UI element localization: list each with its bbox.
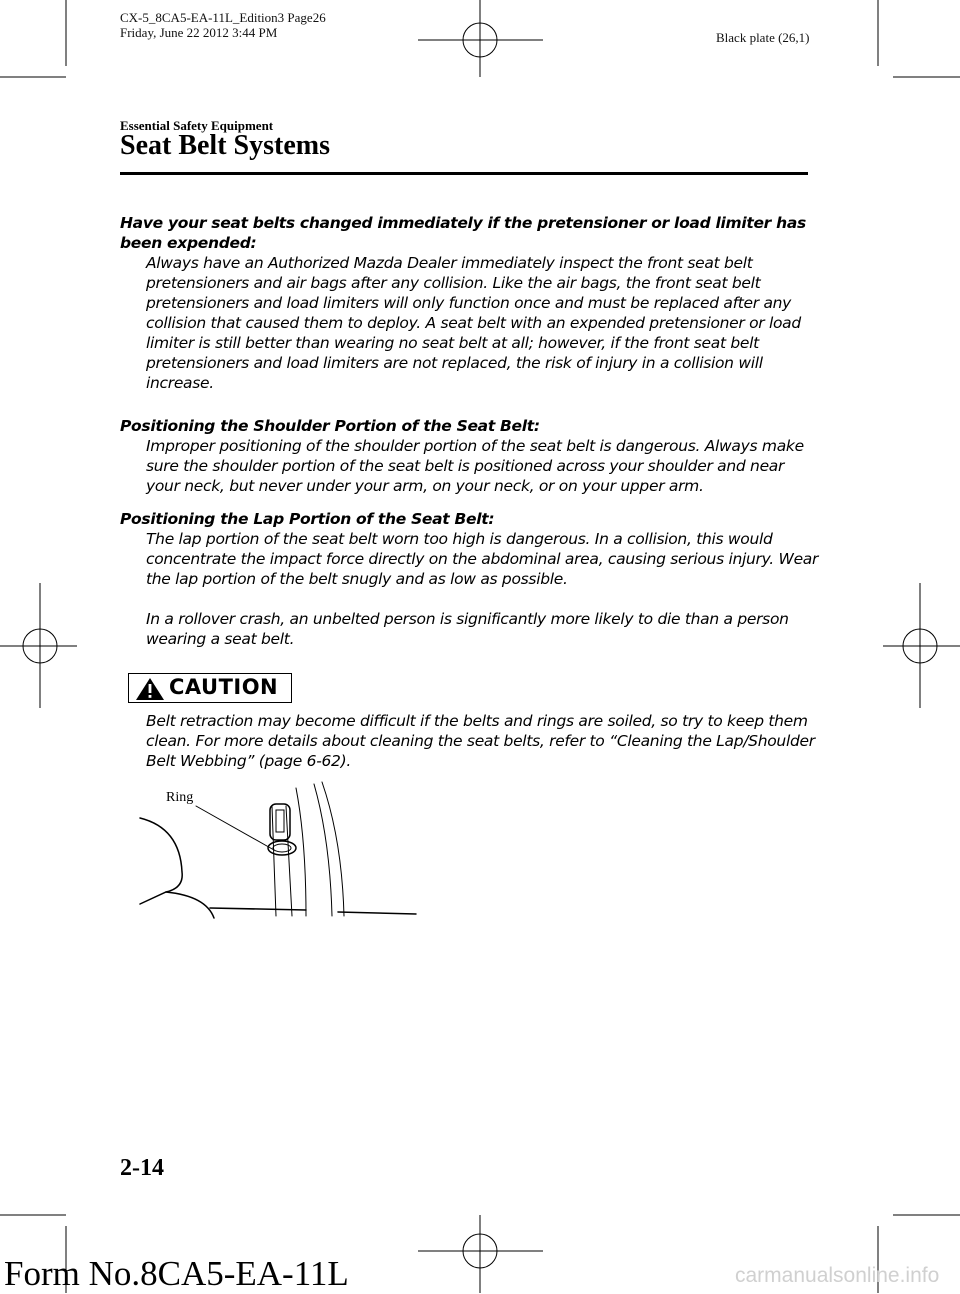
- title-rule: [120, 172, 808, 175]
- item-pretensioner: [120, 213, 820, 393]
- print-info: [120, 10, 326, 40]
- item-lap-portion: [120, 509, 820, 649]
- watermark: carmanualsonline.info: [735, 1264, 940, 1287]
- print-info-line1: CX-5_8CA5-EA-11L_Edition3 Page26: [120, 10, 326, 25]
- ring-label: Ring: [166, 790, 194, 805]
- warning-triangle-icon: [135, 677, 165, 701]
- caution-label: CAUTION: [169, 675, 279, 699]
- caution-text: Belt retraction may become difficult if the belts and rings are soiled, so try to keep them clean. For more details about cleaning the seat belts, refer to “Cleaning the Lap/Shoulder Belt Webbing” (page 6-62).: [146, 712, 815, 770]
- item-body: The lap portion of the seat belt worn too high is dangerous. In a collision, this would concentrate the impact force directly on the abdominal area, causing serious injury. Wear the lap portion of the belt snugly and as low as possible.: [146, 530, 819, 588]
- section-label: Essential Safety Equipment: [120, 118, 274, 133]
- plate-label: Black plate (26,1): [716, 30, 810, 45]
- item-heading: Have your seat belts changed immediately if the pretensioner or load limiter has been expended:: [120, 214, 806, 252]
- seat-belt-ring-drawing: [130, 780, 430, 920]
- item-body-rollover: In a rollover crash, an unbelted person is significantly more likely to die than a person wearing a seat belt.: [146, 610, 789, 648]
- item-heading: Positioning the Shoulder Portion of the Seat Belt:: [120, 417, 540, 435]
- print-info-line2: Friday, June 22 2012 3:44 PM: [120, 25, 278, 40]
- ring-illustration: [130, 780, 430, 920]
- item-body: Improper positioning of the shoulder portion of the seat belt is dangerous. Always make sure the shoulder portion of the seat belt is positioned across your shoulder and near your neck, but never under your arm, on your neck, or on your upper arm.: [146, 437, 804, 495]
- caution-box: [128, 673, 292, 703]
- item-heading: Positioning the Lap Portion of the Seat Belt:: [120, 510, 495, 528]
- form-number: Form No.8CA5-EA-11L: [4, 1254, 349, 1293]
- item-body: Always have an Authorized Mazda Dealer immediately inspect the front seat belt pretensioners and air bags after any collision. Like the air bags, the front seat belt pretensioners and load limiters will only function once and must be replaced after any collision that caused them to deploy. A seat belt with an expended pretensioner or load limiter is still better than wearing no seat belt at all; however, if the front seat belt pretensioners and load limiters are not replaced, the risk of injury in a collision will increase.: [146, 254, 801, 392]
- item-shoulder-portion: [120, 416, 820, 496]
- page-title: Seat Belt Systems: [120, 130, 330, 161]
- page-number: 2-14: [120, 1155, 164, 1181]
